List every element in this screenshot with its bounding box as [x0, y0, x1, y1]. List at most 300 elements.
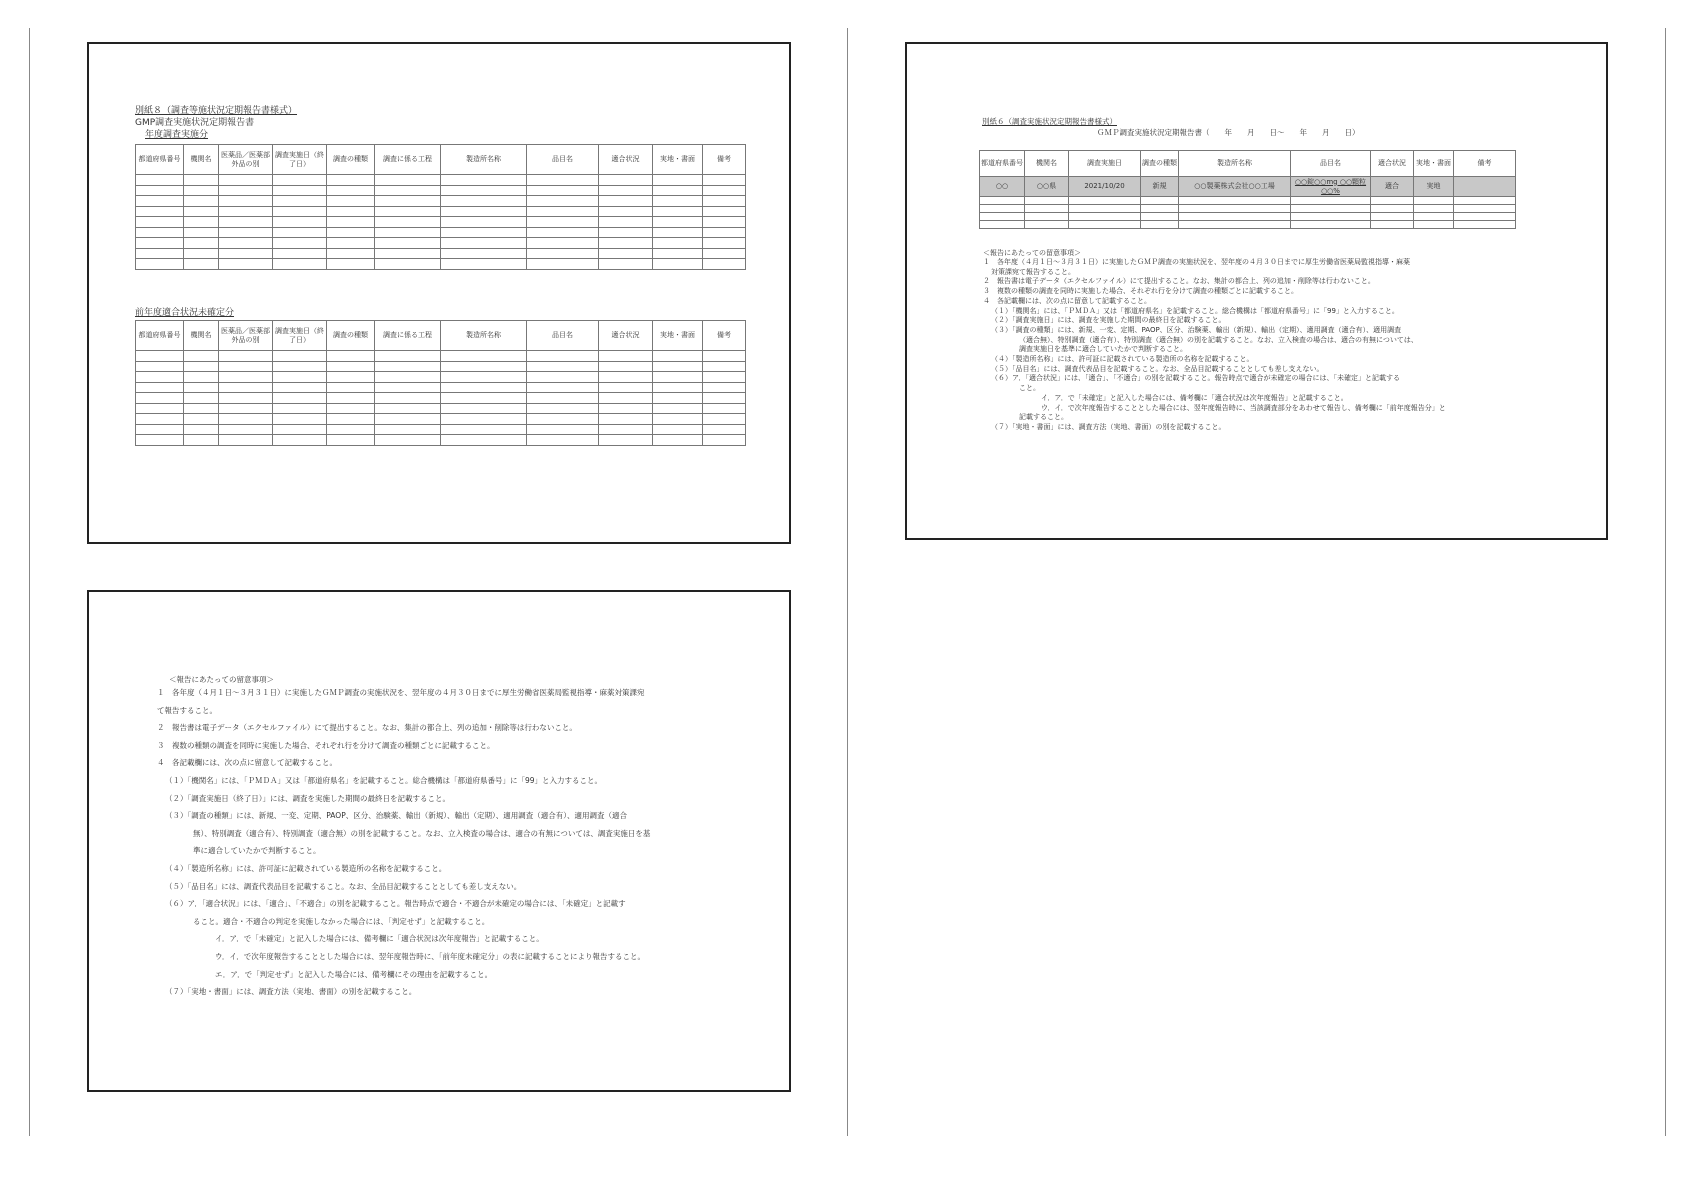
table-cell[interactable]	[653, 238, 703, 249]
table-cell[interactable]	[184, 361, 219, 372]
column-header: 品目名	[527, 321, 599, 351]
table-cell[interactable]	[219, 248, 273, 259]
table-cell[interactable]	[1371, 221, 1414, 229]
table-cell[interactable]	[273, 382, 327, 393]
table-row	[136, 248, 746, 259]
table-cell[interactable]	[273, 248, 327, 259]
table-cell[interactable]	[327, 414, 375, 425]
table-cell[interactable]	[653, 248, 703, 259]
table-cell[interactable]	[273, 361, 327, 372]
table-cell[interactable]	[136, 196, 184, 207]
table-cell[interactable]	[273, 259, 327, 270]
column-header: 備考	[1454, 151, 1516, 177]
table-cell[interactable]	[273, 238, 327, 249]
example-row	[980, 177, 1516, 197]
table-cell[interactable]	[653, 175, 703, 186]
table-cell[interactable]	[273, 414, 327, 425]
table-cell[interactable]	[219, 206, 273, 217]
table-cell[interactable]	[599, 424, 653, 435]
column-header: 機関名	[184, 321, 219, 351]
table-cell[interactable]	[653, 424, 703, 435]
table-cell[interactable]	[136, 185, 184, 196]
column-header: 適合状況	[599, 321, 653, 351]
note-line: ウ．イ．で次年度報告することとした場合には、翌年度報告時に、「前年度未確定分」の表に記載することにより報告すること。	[215, 951, 645, 961]
table-cell[interactable]	[1371, 205, 1414, 213]
note-line: （１）「機関名」には、「ＰＭＤＡ」又は「都道府県名」を記載すること。総合機構は「都道府県番号」に「99」と入力すること。	[991, 306, 1399, 315]
table-cell[interactable]	[327, 248, 375, 259]
table-cell[interactable]	[375, 435, 441, 446]
table-cell[interactable]	[599, 227, 653, 238]
table-cell[interactable]	[1141, 221, 1179, 229]
table-cell[interactable]	[136, 435, 184, 446]
table-cell[interactable]	[703, 382, 746, 393]
table-cell[interactable]	[599, 361, 653, 372]
table-cell[interactable]	[327, 227, 375, 238]
table-cell[interactable]	[273, 217, 327, 228]
table-cell[interactable]	[184, 435, 219, 446]
table-cell[interactable]	[184, 382, 219, 393]
table-cell[interactable]	[703, 393, 746, 404]
column-header: 調査の種類	[1141, 151, 1179, 177]
table-cell[interactable]	[1179, 221, 1291, 229]
table-cell[interactable]	[219, 361, 273, 372]
note-line: （６）ア．「適合状況」には、「適合」、「不適合」の別を記載すること。報告時点で適合が未確定の場合には、「未確定」と記載する	[991, 374, 1400, 383]
table-cell[interactable]	[527, 393, 599, 404]
table-cell[interactable]	[1414, 197, 1454, 205]
table-cell[interactable]	[653, 414, 703, 425]
table-cell[interactable]	[703, 227, 746, 238]
table-cell[interactable]	[441, 424, 527, 435]
table-cell[interactable]	[327, 393, 375, 404]
table-cell[interactable]	[653, 403, 703, 414]
table-cell[interactable]	[184, 206, 219, 217]
table-cell[interactable]	[703, 361, 746, 372]
note-line: （６）ア．「適合状況」には、「適合」、「不適合」の別を記載すること。報告時点で適合・不適合が未確定の場合には、「未確定」と記載す	[165, 899, 626, 909]
table-cell[interactable]	[219, 393, 273, 404]
table-cell[interactable]	[327, 351, 375, 362]
table-cell[interactable]	[703, 414, 746, 425]
table-cell[interactable]	[184, 393, 219, 404]
table-cell[interactable]	[184, 248, 219, 259]
table-header-row	[136, 145, 746, 175]
table-cell[interactable]	[136, 248, 184, 259]
column-header: 医薬品／医薬部外品の別	[219, 145, 273, 175]
table-cell[interactable]	[703, 175, 746, 186]
note-line: （２）「調査実施日」には、調査を実施した期間の最終日を記載すること。	[991, 316, 1226, 325]
table-cell[interactable]	[375, 175, 441, 186]
table-cell[interactable]	[184, 175, 219, 186]
note-line: １ 各年度（４月１日～３月３１日）に実施したＧＭＰ調査の実施状況を、翌年度の４月３０日までに厚生労働省医薬局監視指導・麻薬	[983, 258, 1410, 266]
table-cell[interactable]	[441, 414, 527, 425]
table-cell[interactable]	[136, 351, 184, 362]
table-cell[interactable]	[273, 206, 327, 217]
notes-page[interactable]	[87, 590, 791, 1092]
table-cell[interactable]	[1291, 221, 1371, 229]
table-cell[interactable]	[184, 403, 219, 414]
table-cell[interactable]	[273, 424, 327, 435]
table-cell[interactable]	[980, 221, 1025, 229]
table-cell[interactable]	[219, 185, 273, 196]
table-cell[interactable]	[527, 372, 599, 383]
table-cell[interactable]	[527, 382, 599, 393]
previous-year-table	[135, 320, 746, 446]
page-separator-middle	[847, 28, 848, 1136]
table-cell[interactable]	[1454, 197, 1516, 205]
table-cell[interactable]	[1025, 205, 1069, 213]
table-cell[interactable]	[375, 185, 441, 196]
table-cell[interactable]	[327, 403, 375, 414]
table-cell[interactable]	[1371, 213, 1414, 221]
table-cell[interactable]	[327, 217, 375, 228]
table-cell[interactable]	[136, 217, 184, 228]
table-cell[interactable]	[327, 372, 375, 383]
table-cell[interactable]	[136, 206, 184, 217]
table-cell[interactable]	[375, 217, 441, 228]
table-cell[interactable]	[1291, 205, 1371, 213]
column-header: 調査に係る工程	[375, 321, 441, 351]
note-line: （４）「製造所名称」には、許可証に記載されている製造所の名称を記載すること。	[991, 355, 1254, 364]
table-header-row	[136, 321, 746, 351]
table-cell[interactable]	[653, 227, 703, 238]
note-line: 準に適合していたかで判断すること。	[193, 846, 321, 856]
column-header: 調査実施日（終了日）	[273, 145, 327, 175]
notes-list	[157, 684, 777, 1001]
table-cell[interactable]	[184, 196, 219, 207]
note-line: ４ 各記載欄には、次の点に留意して記載すること。	[157, 758, 337, 768]
table-cell[interactable]	[219, 372, 273, 383]
table-cell[interactable]	[136, 372, 184, 383]
table-cell[interactable]	[375, 382, 441, 393]
table-cell[interactable]	[653, 393, 703, 404]
table-cell[interactable]	[136, 393, 184, 404]
table-cell[interactable]	[703, 248, 746, 259]
column-header: 適合状況	[1371, 151, 1414, 177]
table-cell[interactable]	[599, 248, 653, 259]
note-line: （４）「製造所名称」には、許可証に記載されている製造所の名称を記載すること。	[165, 863, 447, 873]
table-cell[interactable]	[375, 414, 441, 425]
table-cell[interactable]	[441, 259, 527, 270]
table-cell[interactable]	[219, 435, 273, 446]
table-cell[interactable]	[653, 217, 703, 228]
table-cell[interactable]	[184, 227, 219, 238]
table-cell[interactable]	[1141, 205, 1179, 213]
table-cell[interactable]	[327, 238, 375, 249]
table-cell[interactable]	[219, 414, 273, 425]
example-form-page[interactable]	[905, 42, 1608, 540]
table-cell[interactable]	[1179, 197, 1291, 205]
table-cell[interactable]	[184, 238, 219, 249]
table-cell[interactable]	[599, 238, 653, 249]
table-cell[interactable]	[136, 259, 184, 270]
table-cell[interactable]	[653, 259, 703, 270]
table-cell[interactable]	[1414, 205, 1454, 213]
table-cell[interactable]	[441, 393, 527, 404]
table-cell[interactable]	[653, 206, 703, 217]
table-cell[interactable]	[327, 382, 375, 393]
column-header: 調査に係る工程	[375, 145, 441, 175]
table-cell[interactable]	[273, 185, 327, 196]
table-row	[980, 197, 1516, 205]
table-cell[interactable]	[375, 259, 441, 270]
table-cell[interactable]	[703, 217, 746, 228]
table-cell[interactable]	[184, 259, 219, 270]
table-cell[interactable]	[599, 196, 653, 207]
table-row	[136, 382, 746, 393]
table-cell[interactable]	[219, 382, 273, 393]
table-cell: ○○製薬株式会社○○工場	[1179, 177, 1291, 197]
table-cell[interactable]	[527, 351, 599, 362]
table-cell[interactable]	[441, 435, 527, 446]
table-cell[interactable]	[327, 435, 375, 446]
table-cell[interactable]	[1141, 197, 1179, 205]
note-line: （適合無）、特別調査（適合有）、特別調査（適合無）の別を記載すること。なお、立入検査の場合は、適合の有無については、	[1019, 335, 1418, 344]
page-separator-right	[1665, 28, 1666, 1136]
table-cell[interactable]	[136, 414, 184, 425]
table-row	[136, 414, 746, 425]
table-cell[interactable]	[184, 414, 219, 425]
table-cell[interactable]	[441, 227, 527, 238]
table-cell[interactable]	[980, 213, 1025, 221]
table-cell[interactable]	[219, 217, 273, 228]
table-cell[interactable]	[1454, 213, 1516, 221]
table-cell[interactable]	[703, 196, 746, 207]
note-line: ウ．イ．で次年度報告することとした場合には、翌年度報告時に、当該調査部分をあわせて報告し、備考欄に「前年度報告分」と	[1041, 403, 1446, 412]
table-row	[136, 435, 746, 446]
table-row	[136, 238, 746, 249]
table-cell[interactable]	[599, 217, 653, 228]
table-cell[interactable]	[441, 185, 527, 196]
table-cell[interactable]	[527, 206, 599, 217]
table-cell[interactable]	[527, 196, 599, 207]
column-header: 実地・書面	[653, 321, 703, 351]
table-cell[interactable]	[375, 351, 441, 362]
table-cell[interactable]	[219, 351, 273, 362]
table-cell[interactable]	[273, 435, 327, 446]
table-cell[interactable]	[1069, 205, 1141, 213]
table-cell[interactable]	[219, 403, 273, 414]
table-cell[interactable]	[527, 435, 599, 446]
table-cell[interactable]	[527, 424, 599, 435]
table-cell[interactable]	[703, 435, 746, 446]
table-cell[interactable]	[703, 351, 746, 362]
table-cell[interactable]	[527, 217, 599, 228]
table-cell[interactable]	[527, 185, 599, 196]
table-cell[interactable]	[703, 238, 746, 249]
table-cell[interactable]	[273, 393, 327, 404]
table-cell[interactable]	[441, 175, 527, 186]
table-cell[interactable]	[1371, 197, 1414, 205]
table-cell[interactable]	[184, 372, 219, 383]
table-cell[interactable]	[219, 238, 273, 249]
table-cell[interactable]	[653, 372, 703, 383]
table-cell[interactable]	[1454, 221, 1516, 229]
table-cell[interactable]	[653, 185, 703, 196]
table-cell: 適合	[1371, 177, 1414, 197]
table-cell[interactable]	[653, 361, 703, 372]
table-row	[136, 259, 746, 270]
report-form-page[interactable]	[87, 42, 791, 544]
table-cell[interactable]	[599, 372, 653, 383]
table-cell[interactable]	[703, 259, 746, 270]
table-cell[interactable]	[441, 372, 527, 383]
table-cell[interactable]	[1025, 213, 1069, 221]
table-cell[interactable]	[1291, 213, 1371, 221]
table-cell[interactable]	[653, 351, 703, 362]
column-header: 調査実施日	[1069, 151, 1141, 177]
table-cell[interactable]	[599, 393, 653, 404]
column-header: 調査の種類	[327, 321, 375, 351]
table-cell[interactable]	[599, 259, 653, 270]
table-cell[interactable]	[375, 238, 441, 249]
table-cell[interactable]	[273, 351, 327, 362]
table-cell[interactable]	[527, 403, 599, 414]
table-cell[interactable]	[375, 424, 441, 435]
table-cell[interactable]	[136, 361, 184, 372]
table-cell[interactable]	[599, 403, 653, 414]
note-line: （２）「調査実施日（終了日）」には、調査を実施した期間の最終日を記載すること。	[165, 793, 450, 803]
table-cell[interactable]	[527, 238, 599, 249]
page-separator-left	[29, 28, 30, 1136]
table-cell[interactable]	[375, 248, 441, 259]
table-cell[interactable]	[441, 206, 527, 217]
table-cell[interactable]	[703, 424, 746, 435]
table-cell[interactable]	[441, 361, 527, 372]
note-line: （５）「品目名」には、調査代表品目を記載すること。なお、全品目記載することとしても差し支えない。	[991, 364, 1324, 373]
table-row	[980, 213, 1516, 221]
table-cell[interactable]	[1025, 221, 1069, 229]
table-row	[136, 424, 746, 435]
table-cell[interactable]	[327, 424, 375, 435]
table-cell[interactable]	[184, 185, 219, 196]
table-cell[interactable]	[703, 206, 746, 217]
notes-heading: ＜報告にあたっての留意事項＞	[983, 249, 1081, 257]
table-cell[interactable]	[273, 372, 327, 383]
table-cell[interactable]	[327, 175, 375, 186]
note-line: １ 各年度（４月１日～３月３１日）に実施したＧＭＰ調査の実施状況を、翌年度の４月３０日までに厚生労働省医薬局監視指導・麻薬対策課宛	[157, 688, 645, 697]
table-cell[interactable]	[441, 351, 527, 362]
table-cell[interactable]	[136, 382, 184, 393]
table-cell[interactable]	[441, 196, 527, 207]
table-cell[interactable]	[527, 248, 599, 259]
table-cell[interactable]	[273, 403, 327, 414]
table-cell[interactable]	[1069, 221, 1141, 229]
table-cell[interactable]	[1454, 205, 1516, 213]
table-cell[interactable]	[219, 424, 273, 435]
table-cell[interactable]	[184, 351, 219, 362]
table-cell[interactable]	[219, 227, 273, 238]
table-cell[interactable]	[527, 227, 599, 238]
table-cell: 新規	[1141, 177, 1179, 197]
note-line: （５）「品目名」には、調査代表品目を記載すること。なお、全品目記載することとしても差し支えない。	[165, 881, 522, 891]
table-row	[136, 351, 746, 362]
note-line: 無）、特別調査（適合有）、特別調査（適合無）の別を記載すること。なお、立入検査の場合は、適合の有無については、調査実施日を基	[193, 828, 651, 838]
table-cell[interactable]	[219, 259, 273, 270]
table-cell[interactable]	[136, 424, 184, 435]
table-cell[interactable]	[703, 372, 746, 383]
table-cell[interactable]	[599, 435, 653, 446]
table-cell[interactable]	[375, 372, 441, 383]
table-cell[interactable]	[375, 196, 441, 207]
table-cell[interactable]	[653, 382, 703, 393]
table-cell[interactable]	[527, 361, 599, 372]
table-cell[interactable]	[273, 227, 327, 238]
table-cell[interactable]	[980, 205, 1025, 213]
column-header: 実地・書面	[1414, 151, 1454, 177]
table-cell[interactable]	[1069, 213, 1141, 221]
note-line: イ．ア．で「未確定」と記入した場合には、備考欄に「適合状況は次年度報告」と記載すること。	[215, 934, 544, 944]
table-cell[interactable]	[599, 382, 653, 393]
table-cell[interactable]	[599, 185, 653, 196]
table-cell[interactable]	[599, 414, 653, 425]
table-cell[interactable]	[599, 206, 653, 217]
table-cell[interactable]	[327, 259, 375, 270]
table-cell[interactable]	[1179, 213, 1291, 221]
table-cell[interactable]	[327, 361, 375, 372]
table-cell[interactable]	[136, 175, 184, 186]
table-cell[interactable]	[219, 196, 273, 207]
table-cell[interactable]	[136, 238, 184, 249]
table-cell[interactable]	[599, 351, 653, 362]
note-line: エ．ア．で「判定せず」と記入した場合には、備考欄にその理由を記載すること。	[215, 969, 493, 979]
form-title: 別紙８（調査等施状況定期報告書様式）	[135, 106, 298, 116]
table-cell[interactable]	[599, 175, 653, 186]
table-cell[interactable]	[375, 227, 441, 238]
table-cell[interactable]	[441, 217, 527, 228]
table-cell[interactable]	[184, 217, 219, 228]
table-cell[interactable]	[653, 435, 703, 446]
table-cell[interactable]	[136, 403, 184, 414]
table-cell[interactable]	[441, 403, 527, 414]
table-cell[interactable]	[703, 403, 746, 414]
note-line: 調査実施日を基準に適合していたかで判断すること。	[1019, 345, 1187, 354]
table-cell[interactable]	[273, 175, 327, 186]
note-line: ３ 複数の種類の調査を同時に実施した場合、それぞれ行を分けて調査の種類ごとに記載すること。	[983, 287, 1298, 296]
table-cell[interactable]	[375, 361, 441, 372]
table-row	[136, 393, 746, 404]
table-cell[interactable]	[219, 175, 273, 186]
table-cell[interactable]	[375, 206, 441, 217]
section-current-year: 年度調査実施分	[145, 130, 209, 140]
table-cell[interactable]	[1069, 197, 1141, 205]
table-cell[interactable]	[375, 393, 441, 404]
table-cell[interactable]	[327, 206, 375, 217]
table-cell[interactable]	[1179, 205, 1291, 213]
table-cell[interactable]	[273, 196, 327, 207]
table-cell[interactable]	[441, 238, 527, 249]
table-row	[980, 205, 1516, 213]
table-cell[interactable]	[375, 403, 441, 414]
table-cell[interactable]	[327, 196, 375, 207]
table-cell[interactable]	[1291, 197, 1371, 205]
table-cell[interactable]	[527, 259, 599, 270]
table-row	[136, 196, 746, 207]
table-cell[interactable]	[1025, 197, 1069, 205]
table-cell[interactable]	[703, 185, 746, 196]
table-cell[interactable]	[441, 248, 527, 259]
table-row	[136, 227, 746, 238]
table-cell[interactable]	[1414, 213, 1454, 221]
table-cell[interactable]	[527, 414, 599, 425]
table-cell[interactable]	[527, 175, 599, 186]
table-cell[interactable]	[1414, 221, 1454, 229]
table-cell[interactable]	[1141, 213, 1179, 221]
table-cell[interactable]	[327, 185, 375, 196]
table-cell[interactable]	[653, 196, 703, 207]
table-cell[interactable]	[184, 424, 219, 435]
table-cell[interactable]	[441, 382, 527, 393]
table-cell[interactable]	[136, 227, 184, 238]
table-cell[interactable]	[980, 197, 1025, 205]
